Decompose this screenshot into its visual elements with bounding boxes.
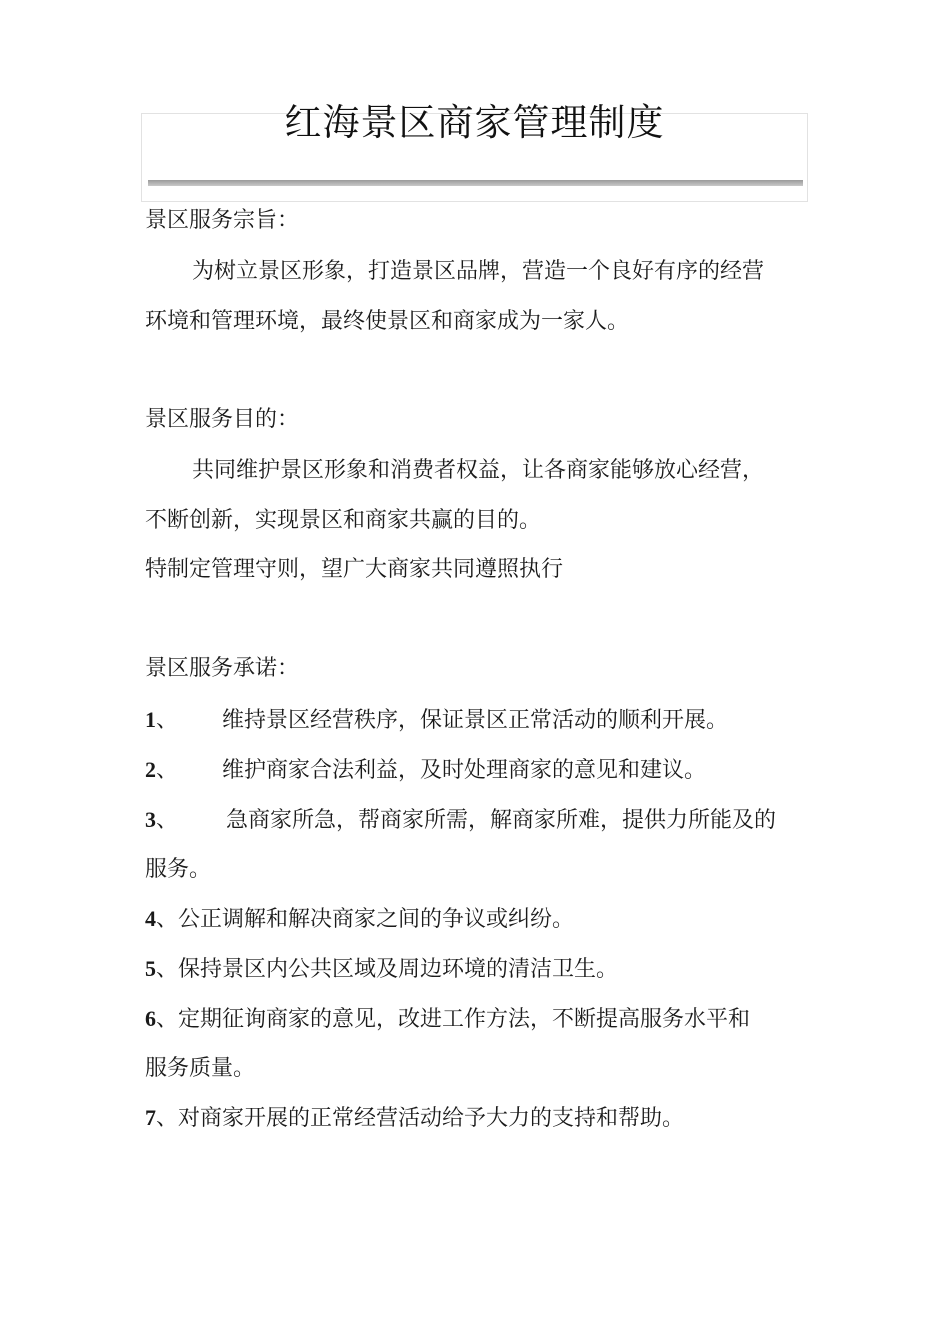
promise-number: 1 (145, 707, 156, 732)
promise-separator: 、 (156, 1106, 179, 1131)
promise-item-5 (145, 953, 618, 986)
promise-number: 2 (145, 757, 156, 782)
promise-item-7 (145, 1102, 684, 1135)
promise-item-3 (145, 804, 776, 837)
promise-number: 5 (145, 956, 156, 981)
promise-item-2 (145, 754, 706, 787)
purpose-body-line-2: 环境和管理环境，最终使景区和商家成为一家人。 (145, 309, 630, 334)
goal-body-line-1: 共同维护景区形象和消费者权益，让各商家能够放心经营， (192, 458, 765, 483)
promise-separator: 、 (156, 808, 179, 833)
promise-separator: 、 (156, 708, 179, 733)
promise-separator: 、 (156, 758, 179, 783)
promise-text: 对商家开展的正常经营活动给予大力的支持和帮助。 (178, 1106, 685, 1131)
promise-number: 7 (145, 1105, 156, 1130)
promise-separator: 、 (156, 957, 179, 982)
goal-body-line-3: 特制定管理守则，望广大商家共同遵照执行 (145, 557, 564, 582)
promise-text: 急商家所急，帮商家所需，解商家所难，提供力所能及的 (226, 808, 777, 833)
goal-heading: 景区服务目的： (145, 407, 300, 432)
document-title: 红海景区商家管理制度 (284, 101, 665, 144)
promise-heading: 景区服务承诺： (145, 656, 300, 681)
promise-number: 3 (145, 807, 156, 832)
promise-text: 维护商家合法利益，及时处理商家的意见和建议。 (222, 758, 707, 783)
promise-item-3-continuation: 服务。 (145, 857, 212, 882)
purpose-heading: 景区服务宗旨： (145, 208, 300, 233)
promise-number: 4 (145, 906, 156, 931)
promise-item-6-continuation: 服务质量。 (145, 1056, 256, 1081)
promise-number: 6 (145, 1006, 156, 1031)
promise-separator: 、 (156, 907, 179, 932)
goal-body-line-2: 不断创新，实现景区和商家共赢的目的。 (145, 508, 542, 533)
promise-text: 维持景区经营秩序，保证景区正常活动的顺利开展。 (222, 708, 729, 733)
promise-text: 公正调解和解决商家之间的争议或纠纷。 (178, 907, 575, 932)
purpose-body-line-1: 为树立景区形象，打造景区品牌，营造一个良好有序的经营 (192, 259, 765, 284)
promise-separator: 、 (156, 1007, 179, 1032)
promise-text: 定期征询商家的意见，改进工作方法，不断提高服务水平和 (178, 1007, 751, 1032)
title-underline (148, 180, 803, 186)
promise-item-1 (145, 704, 728, 737)
promise-item-6 (145, 1003, 750, 1036)
promise-text: 保持景区内公共区域及周边环境的清洁卫生。 (178, 957, 619, 982)
promise-item-4 (145, 903, 574, 936)
